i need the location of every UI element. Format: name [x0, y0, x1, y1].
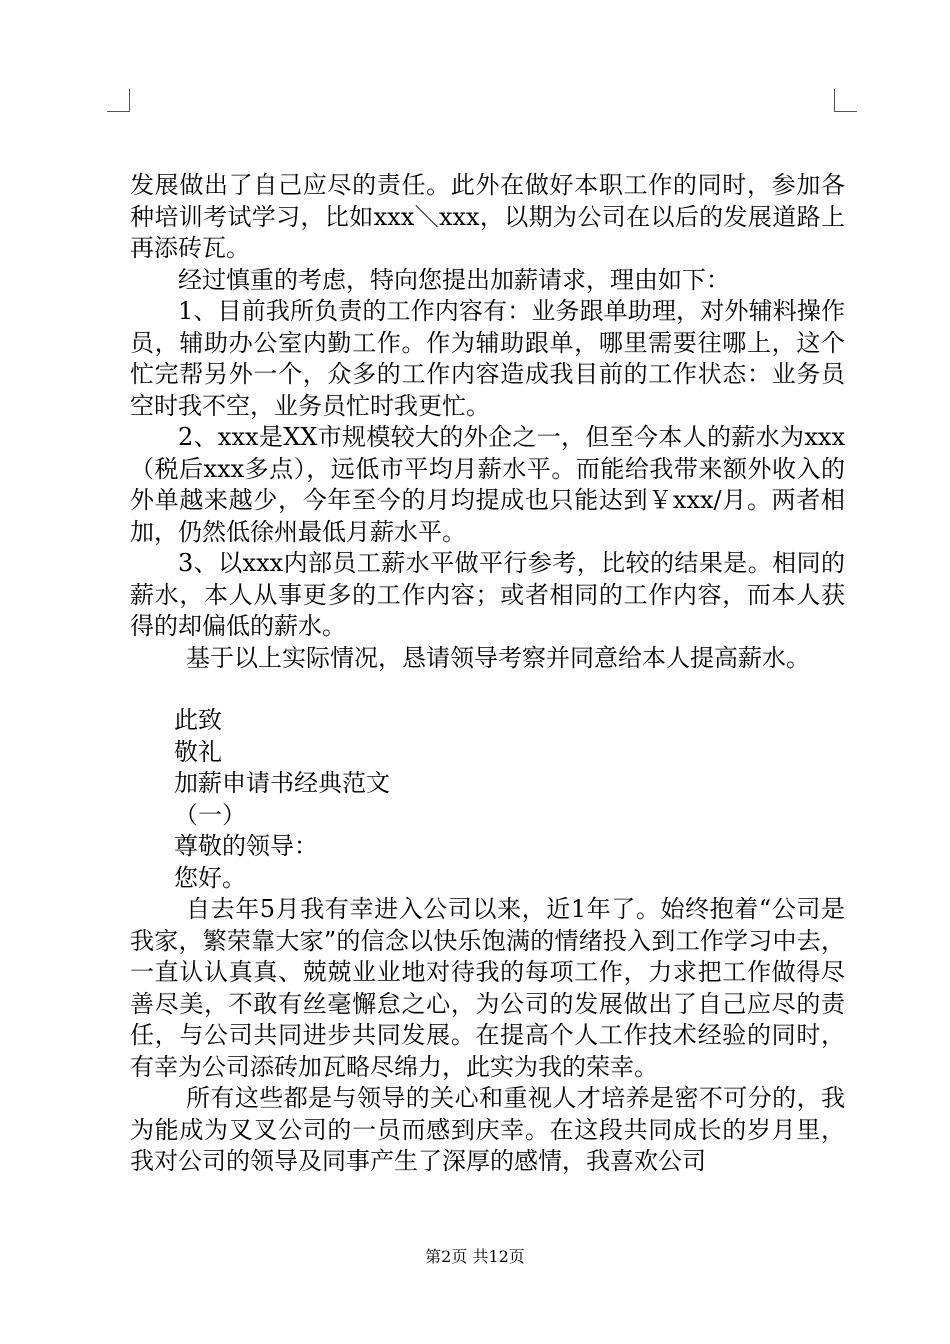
paragraph: 基于以上实际情况，恳请领导考察并同意给本人提高薪水。 — [186, 643, 810, 672]
paragraph: 1、目前我所负责的工作内容有：业务跟单助理，对外辅料操作员，辅助办公室内勤工作。作为辅助跟单，哪里需要往哪上，这个忙完帮另外一个，众多的工作内容造成我目前的工作状态：业务员空时我不空，业务员忙时我更忙。 — [130, 297, 845, 420]
closing-line: 敬礼 — [174, 737, 222, 766]
paragraph: 2、xxx是XX市规模较大的外企之一，但至今本人的薪水为xxx（税后xxx多点），远低市平均月薪水平。而能给我带来额外收入的外单越来越少，今年至今的月均提成也只能达到￥xxx/月。两者相加，仍然低徐州最低月薪水平。 — [130, 423, 845, 546]
salutation: 尊敬的领导： — [174, 832, 318, 860]
crop-mark-top-left — [107, 89, 130, 112]
paragraph: 自去年5月我有幸进入公司以来，近1年了。始终抱着“公司是我家，繁荣靠大家”的信念以快乐饱满的情绪投入到工作学习中去，一直认认真真、兢兢业业地对待我的每项工作，力求把工作做得尽善尽美，不敢有丝毫懈怠之心，为公司的发展做出了自己应尽的责任，与公司共同进步共同发展。在提高个人工作技术经验的同时，有幸为公司添砖加瓦略尽绵力，此实为我的荣幸。 — [130, 895, 845, 1081]
section-number: （一） — [174, 800, 246, 829]
crop-mark-top-right — [834, 89, 857, 112]
document-body — [130, 170, 845, 1178]
paragraph: 发展做出了自己应尽的责任。此外在做好本职工作的同时，参加各种培训考试学习，比如xxx＼xxx，以期为公司在以后的发展道路上再添砖瓦。 — [130, 171, 845, 262]
paragraph: 3、以xxx内部员工薪水平做平行参考，比较的结果是。相同的薪水，本人从事更多的工作内容；或者相同的工作内容，而本人获得的却偏低的薪水。 — [130, 549, 845, 640]
greeting: 您好。 — [174, 863, 246, 892]
section-title: 加薪申请书经典范文 — [174, 769, 390, 797]
closing-line: 此致 — [174, 706, 222, 734]
blank-line — [130, 674, 845, 705]
paragraph: 经过慎重的考虑，特向您提出加薪请求，理由如下： — [178, 265, 730, 294]
page-footer: 第2页 共12页 — [425, 1247, 525, 1266]
paragraph: 所有这些都是与领导的关心和重视人才培养是密不可分的，我为能成为叉叉公司的一员而感到庆幸。在这段共同成长的岁月里，我对公司的领导及同事产生了深厚的感情，我喜欢公司 — [130, 1084, 845, 1175]
